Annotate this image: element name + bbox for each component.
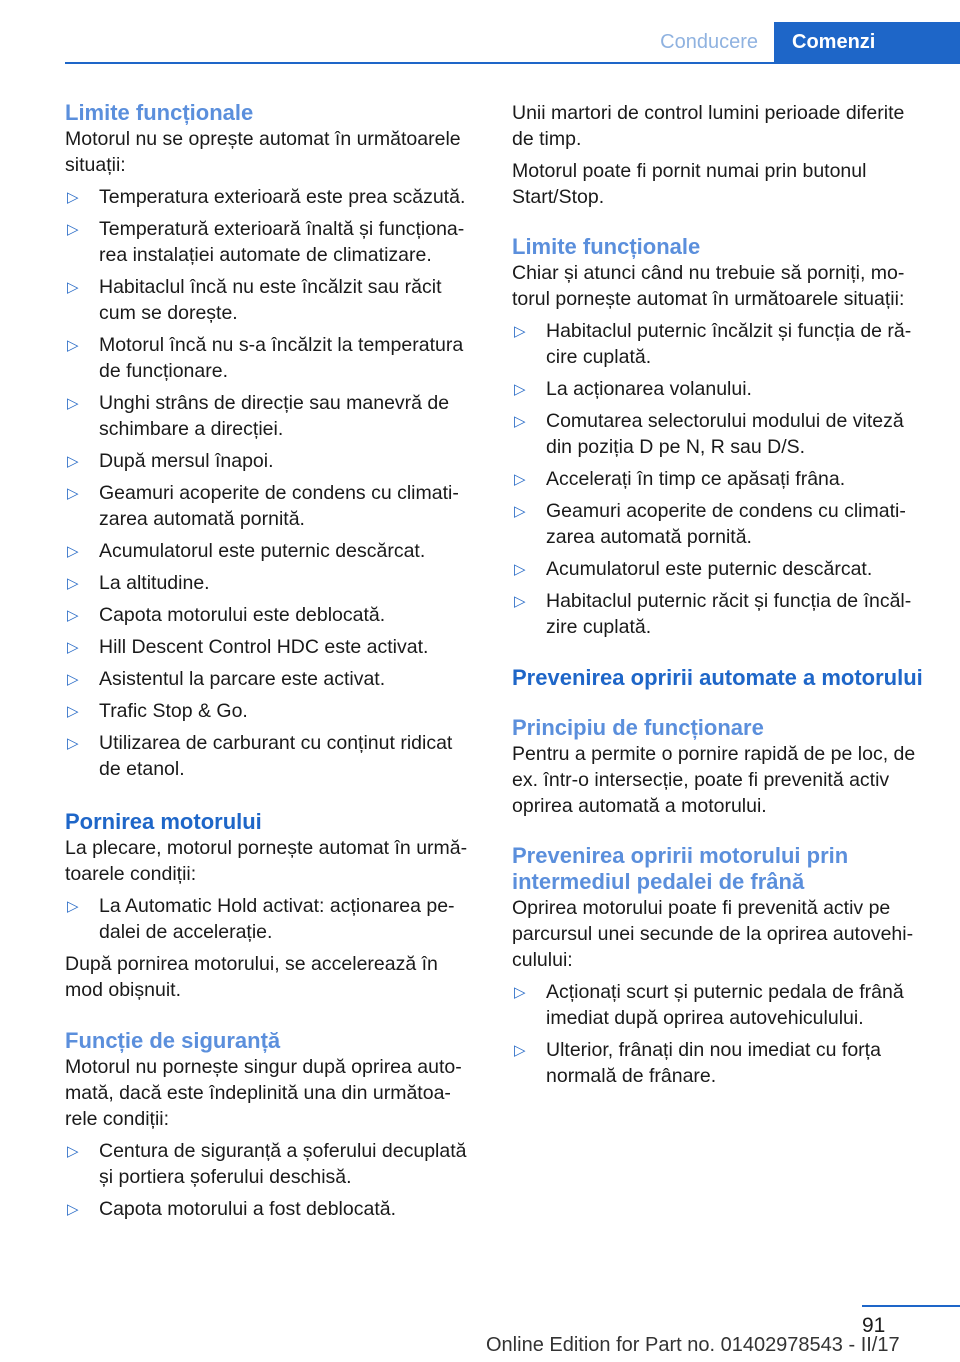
- list-item-text: Geamuri acoperite de condens cu climati‐zarea automată pornită.: [99, 482, 459, 530]
- paragraph: Pentru a permite o pornire rapidă de pe loc, de ex. într-o intersecție, poate fi prevenită activ oprirea automată a motorului.: [512, 743, 916, 817]
- bullet-list: [65, 1138, 477, 1222]
- list-item: [65, 634, 477, 660]
- page-number: 91: [862, 1314, 886, 1337]
- list-item: [512, 588, 928, 640]
- list-item: [512, 376, 928, 402]
- bullet-triangle-icon: ▷: [67, 1201, 79, 1218]
- footer-divider: [862, 1305, 960, 1307]
- list-item: [512, 556, 928, 582]
- list-item-text: Geamuri acoperite de condens cu climati‐zarea automată pornită.: [546, 500, 906, 548]
- list-item: [65, 698, 477, 724]
- list-item-text: Trafic Stop & Go.: [99, 700, 248, 722]
- bullet-triangle-icon: ▷: [514, 413, 526, 430]
- bullet-list: [512, 979, 928, 1089]
- list-item: [65, 274, 477, 326]
- bullet-triangle-icon: ▷: [514, 1042, 526, 1059]
- list-item-text: Habitaclul puternic încălzit și funcția de ră‐cire cuplată.: [546, 320, 912, 368]
- list-item-text: Ulterior, frânați din nou imediat cu forța normală de frânare.: [546, 1039, 881, 1087]
- section-title: Pornirea motorului: [65, 809, 262, 834]
- header-tabs: [642, 22, 960, 62]
- paragraph: Motorul nu se oprește automat în următoarele situații:: [65, 128, 461, 176]
- bullet-triangle-icon: ▷: [67, 453, 79, 470]
- list-item-text: Acumulatorul este puternic descărcat.: [546, 558, 873, 580]
- section-title: Prevenirea opririi motorului prin intermediul pedalei de frână: [512, 843, 849, 894]
- bullet-triangle-icon: ▷: [67, 1143, 79, 1160]
- list-item-text: Centura de siguranță a șoferului decuplată și portiera șoferului deschisă.: [99, 1140, 467, 1188]
- paragraph: La plecare, motorul pornește automat în urmă‐toarele condiții:: [65, 837, 468, 885]
- bullet-triangle-icon: ▷: [514, 593, 526, 610]
- paragraph: După pornirea motorului, se accelerează în mod obișnuit.: [65, 953, 438, 1001]
- list-item: [65, 216, 477, 268]
- section-title: Limite funcționale: [512, 234, 701, 259]
- list-item-text: Utilizarea de carburant cu conținut ridicat de etanol.: [99, 732, 453, 780]
- list-item-text: La altitudine.: [99, 572, 210, 594]
- list-item-text: Temperatura exterioară este prea scăzută.: [99, 186, 466, 208]
- list-item: [65, 730, 477, 782]
- section-title: Limite funcționale: [65, 100, 254, 125]
- bullet-list: [65, 893, 477, 945]
- bullet-list: [65, 184, 477, 782]
- list-item-text: Temperatură exterioară înaltă și funcționa‐rea instalației automate de climatizare.: [99, 218, 465, 266]
- bullet-triangle-icon: ▷: [514, 561, 526, 578]
- paragraph: Oprirea motorului poate fi prevenită activ pe parcursul unei secunde de la oprirea autovehi‐culului:: [512, 897, 914, 971]
- list-item: [65, 893, 477, 945]
- bullet-triangle-icon: ▷: [67, 898, 79, 915]
- list-item-text: Asistentul la parcare este activat.: [99, 668, 386, 690]
- list-item-text: La Automatic Hold activat: acționarea pe‐dalei de accelerație.: [99, 895, 455, 943]
- list-item-text: Capota motorului a fost deblocată.: [99, 1198, 397, 1220]
- bullet-triangle-icon: ▷: [67, 543, 79, 560]
- bullet-list: [512, 318, 928, 640]
- list-item: [65, 480, 477, 532]
- list-item: [65, 332, 477, 384]
- bullet-triangle-icon: ▷: [67, 337, 79, 354]
- list-item-text: Motorul încă nu s-a încălzit la temperatura de funcționare.: [99, 334, 464, 382]
- list-item-text: La acționarea volanului.: [546, 378, 752, 400]
- list-item-text: Capota motorului este deblocată.: [99, 604, 386, 626]
- right-column: [512, 100, 928, 1089]
- bullet-triangle-icon: ▷: [67, 189, 79, 206]
- bullet-triangle-icon: ▷: [514, 984, 526, 1001]
- tab-comenzi[interactable]: Comenzi: [774, 22, 960, 62]
- list-item: [65, 1138, 477, 1190]
- list-item-text: Unghi strâns de direcție sau manevră de schimbare a direcției.: [99, 392, 450, 440]
- list-item: [65, 184, 477, 210]
- list-item-text: Acționați scurt și puternic pedala de frână imediat după oprirea autovehiculului.: [546, 981, 904, 1029]
- list-item: [65, 448, 477, 474]
- bullet-triangle-icon: ▷: [514, 503, 526, 520]
- paragraph: Unii martori de control lumini perioade diferite de timp.: [512, 102, 905, 150]
- list-item: [65, 570, 477, 596]
- paragraph: Chiar și atunci când nu trebuie să porniți, mo‐torul pornește automat în următoarele situații:: [512, 262, 905, 310]
- bullet-triangle-icon: ▷: [67, 395, 79, 412]
- list-item: [512, 1037, 928, 1089]
- section-title: Funcție de siguranță: [65, 1028, 281, 1053]
- list-item-text: Habitaclul încă nu este încălzit sau răcit cum se dorește.: [99, 276, 442, 324]
- list-item: [65, 538, 477, 564]
- list-item: [65, 602, 477, 628]
- paragraph: Motorul nu pornește singur după oprirea auto‐mată, dacă este îndeplinită una din următoa‐rele condiții:: [65, 1056, 462, 1130]
- edition-footer: Online Edition for Part no. 01402978543 - II/17: [486, 1334, 900, 1356]
- list-item: [65, 1196, 477, 1222]
- list-item: [512, 979, 928, 1031]
- bullet-triangle-icon: ▷: [67, 221, 79, 238]
- list-item: [65, 390, 477, 442]
- list-item-text: După mersul înapoi.: [99, 450, 274, 472]
- bullet-triangle-icon: ▷: [67, 735, 79, 752]
- section-title: Principiu de funcționare: [512, 715, 764, 740]
- list-item-text: Hill Descent Control HDC este activat.: [99, 636, 429, 658]
- list-item: [512, 408, 928, 460]
- bullet-triangle-icon: ▷: [514, 381, 526, 398]
- tab-conducere[interactable]: Conducere: [642, 22, 774, 62]
- section-title: Prevenirea opririi automate a motorului: [512, 665, 923, 690]
- bullet-triangle-icon: ▷: [67, 575, 79, 592]
- list-item-text: Accelerați în timp ce apăsați frâna.: [546, 468, 846, 490]
- bullet-triangle-icon: ▷: [514, 323, 526, 340]
- header-divider: [65, 62, 960, 64]
- left-column: [65, 100, 477, 1222]
- bullet-triangle-icon: ▷: [67, 485, 79, 502]
- list-item: [512, 498, 928, 550]
- list-item-text: Acumulatorul este puternic descărcat.: [99, 540, 426, 562]
- list-item: [65, 666, 477, 692]
- bullet-triangle-icon: ▷: [67, 639, 79, 656]
- list-item: [512, 466, 928, 492]
- list-item: [512, 318, 928, 370]
- bullet-triangle-icon: ▷: [67, 671, 79, 688]
- bullet-triangle-icon: ▷: [67, 607, 79, 624]
- list-item-text: Habitaclul puternic răcit și funcția de încăl‐zire cuplată.: [546, 590, 912, 638]
- bullet-triangle-icon: ▷: [67, 703, 79, 720]
- paragraph: Motorul poate fi pornit numai prin butonul Start/Stop.: [512, 160, 867, 208]
- list-item-text: Comutarea selectorului modului de viteză din poziția D pe N, R sau D/S.: [546, 410, 904, 458]
- bullet-triangle-icon: ▷: [67, 279, 79, 296]
- bullet-triangle-icon: ▷: [514, 471, 526, 488]
